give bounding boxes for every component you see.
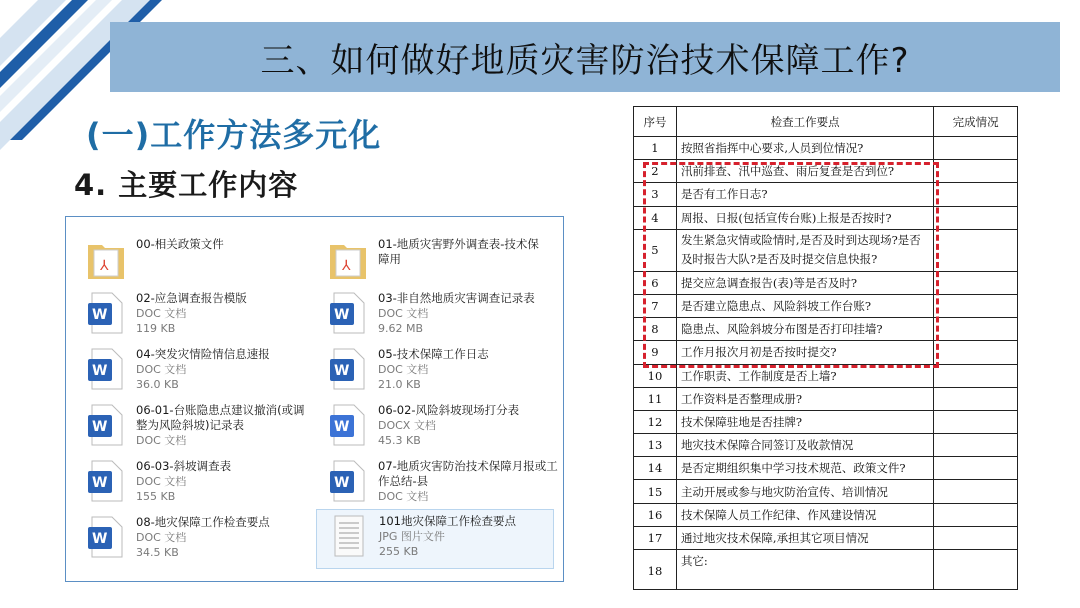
pdf-folder-icon <box>328 237 368 281</box>
row-number: 11 <box>634 387 677 410</box>
pdf-folder-icon <box>86 237 126 281</box>
row-item: 隐患点、风险斜坡分布图是否打印挂墙? <box>676 318 933 341</box>
row-status <box>934 410 1018 433</box>
file-name: 05-技术保障工作日志 <box>378 347 489 361</box>
file-explorer-panel <box>65 216 564 582</box>
row-status <box>934 457 1018 480</box>
word-doc-icon <box>86 347 126 391</box>
file-item[interactable] <box>74 287 312 341</box>
row-number: 2 <box>634 160 677 183</box>
file-item[interactable] <box>316 233 554 287</box>
file-item[interactable] <box>316 399 554 453</box>
table-row <box>634 229 1018 271</box>
word-doc-icon <box>86 403 126 447</box>
image-thumbnail-icon <box>329 514 369 558</box>
page-title: 三、如何做好地质灾害防治技术保障工作? <box>260 40 910 81</box>
header-no: 序号 <box>634 107 677 137</box>
row-item: 其它: <box>676 550 933 590</box>
file-name: 07-地质灾害防治技术保障月报或工作总结-县 <box>378 459 558 488</box>
row-status <box>934 480 1018 503</box>
svg-text:W: W <box>334 363 350 379</box>
row-number: 9 <box>634 341 677 364</box>
file-size: 45.3 KB <box>378 434 421 447</box>
file-item[interactable] <box>74 233 312 287</box>
table-row <box>634 294 1018 317</box>
row-item: 技术保障人员工作纪律、作风建设情况 <box>676 503 933 526</box>
table-row <box>634 364 1018 387</box>
file-name: 08-地灾保障工作检查要点 <box>136 515 270 529</box>
table-row <box>634 457 1018 480</box>
row-item: 工作资料是否整理成册? <box>676 387 933 410</box>
file-type: DOC 文档 <box>378 307 429 320</box>
row-number: 15 <box>634 480 677 503</box>
file-name: 02-应急调查报告模版 <box>136 291 247 305</box>
row-number: 1 <box>634 137 677 160</box>
file-item[interactable] <box>316 343 554 397</box>
row-status <box>934 206 1018 229</box>
table-row <box>634 503 1018 526</box>
row-number: 16 <box>634 503 677 526</box>
section-heading: (一)工作方法多元化 <box>86 116 382 154</box>
row-item: 提交应急调查报告(表)等是否及时? <box>676 271 933 294</box>
file-type: DOC 文档 <box>136 475 187 488</box>
table-row <box>634 160 1018 183</box>
file-item[interactable] <box>316 287 554 341</box>
file-item[interactable] <box>74 511 312 565</box>
svg-text:W: W <box>92 419 108 435</box>
table-row <box>634 410 1018 433</box>
row-number: 4 <box>634 206 677 229</box>
file-name: 00-相关政策文件 <box>136 237 224 251</box>
svg-text:W: W <box>92 363 108 379</box>
table-row <box>634 387 1018 410</box>
row-item: 地灾技术保障合同签订及收款情况 <box>676 434 933 457</box>
file-name: 06-02-风险斜坡现场打分表 <box>378 403 520 417</box>
file-item[interactable] <box>74 343 312 397</box>
table-row <box>634 183 1018 206</box>
row-item: 汛前排查、汛中巡查、雨后复查是否到位? <box>676 160 933 183</box>
word-docx-icon <box>328 403 368 447</box>
row-number: 3 <box>634 183 677 206</box>
row-status <box>934 341 1018 364</box>
word-doc-icon <box>328 459 368 503</box>
file-type: DOC 文档 <box>136 363 187 376</box>
word-doc-icon <box>328 347 368 391</box>
row-status <box>934 160 1018 183</box>
row-item: 按照省指挥中心要求,人员到位情况? <box>676 137 933 160</box>
checklist-table-container <box>633 106 1018 592</box>
file-type: JPG 图片文件 <box>379 530 445 543</box>
row-item: 是否建立隐患点、风险斜坡工作台账? <box>676 294 933 317</box>
row-status <box>934 294 1018 317</box>
table-row <box>634 341 1018 364</box>
file-size: 9.62 MB <box>378 322 424 335</box>
file-type: DOC 文档 <box>378 363 429 376</box>
word-doc-icon <box>86 515 126 559</box>
row-status <box>934 271 1018 294</box>
row-number: 7 <box>634 294 677 317</box>
row-number: 10 <box>634 364 677 387</box>
row-status <box>934 229 1018 271</box>
file-size: 36.0 KB <box>136 378 179 391</box>
file-type: DOC 文档 <box>378 490 429 503</box>
row-number: 14 <box>634 457 677 480</box>
row-status <box>934 434 1018 457</box>
table-row <box>634 480 1018 503</box>
row-status <box>934 183 1018 206</box>
file-size: 119 KB <box>136 322 176 335</box>
file-item-selected[interactable] <box>316 509 554 569</box>
svg-text:W: W <box>334 475 350 491</box>
row-number: 6 <box>634 271 677 294</box>
file-item[interactable] <box>316 455 558 509</box>
table-header-row <box>634 107 1018 137</box>
row-number: 17 <box>634 526 677 549</box>
file-type: DOC 文档 <box>136 434 187 447</box>
row-item: 周报、日报(包括宣传台账)上报是否按时? <box>676 206 933 229</box>
row-item: 是否定期组织集中学习技术规范、政策文件? <box>676 457 933 480</box>
checklist-table <box>633 106 1018 590</box>
row-item: 通过地灾技术保障,承担其它项目情况 <box>676 526 933 549</box>
file-name: 06-03-斜坡调查表 <box>136 459 232 473</box>
row-number: 5 <box>634 229 677 271</box>
row-number: 8 <box>634 318 677 341</box>
title-banner <box>110 22 1060 92</box>
row-status <box>934 364 1018 387</box>
row-number: 13 <box>634 434 677 457</box>
word-doc-icon <box>86 459 126 503</box>
table-row <box>634 137 1018 160</box>
row-status <box>934 318 1018 341</box>
table-row <box>634 550 1018 590</box>
row-item: 工作职责、工作制度是否上墙? <box>676 364 933 387</box>
header-item: 检查工作要点 <box>676 107 933 137</box>
svg-text:W: W <box>92 531 108 547</box>
subsection-heading: 4. 主要工作内容 <box>74 168 299 202</box>
row-number: 12 <box>634 410 677 433</box>
svg-text:⅄: ⅄ <box>100 258 109 274</box>
file-size: 21.0 KB <box>378 378 421 391</box>
file-name: 101地灾保障工作检查要点 <box>379 514 516 528</box>
word-doc-icon <box>86 291 126 335</box>
file-item[interactable] <box>74 399 312 453</box>
word-doc-icon <box>328 291 368 335</box>
svg-text:W: W <box>92 307 108 323</box>
row-item: 是否有工作日志? <box>676 183 933 206</box>
svg-text:W: W <box>334 307 350 323</box>
row-number: 18 <box>634 550 677 590</box>
row-item: 技术保障驻地是否挂牌? <box>676 410 933 433</box>
file-size: 155 KB <box>136 490 176 503</box>
row-status <box>934 526 1018 549</box>
file-size: 34.5 KB <box>136 546 179 559</box>
row-item: 发生紧急灾情或险情时,是否及时到达现场?是否及时报告大队?是否及时提交信息快报? <box>676 229 933 271</box>
svg-text:⅄: ⅄ <box>342 258 351 274</box>
file-type: DOC 文档 <box>136 307 187 320</box>
table-row <box>634 318 1018 341</box>
table-row <box>634 434 1018 457</box>
file-type: DOC 文档 <box>136 531 187 544</box>
row-status <box>934 137 1018 160</box>
header-status: 完成情况 <box>934 107 1018 137</box>
file-name: 04-突发灾情险情信息速报 <box>136 347 270 361</box>
table-row <box>634 206 1018 229</box>
table-row <box>634 271 1018 294</box>
file-name: 03-非自然地质灾害调查记录表 <box>378 291 535 305</box>
file-name: 01-地质灾害野外调查表-技术保障用 <box>378 237 539 266</box>
file-size: 255 KB <box>379 545 419 558</box>
table-row <box>634 526 1018 549</box>
file-item[interactable] <box>74 455 312 509</box>
row-status <box>934 387 1018 410</box>
row-item: 工作月报次月初是否按时提交? <box>676 341 933 364</box>
file-name: 06-01-台账隐患点建议撤消(或调整为风险斜坡)记录表 <box>136 403 305 432</box>
row-item: 主动开展或参与地灾防治宣传、培训情况 <box>676 480 933 503</box>
svg-text:W: W <box>92 475 108 491</box>
row-status <box>934 503 1018 526</box>
svg-text:W: W <box>334 419 350 435</box>
file-type: DOCX 文档 <box>378 419 436 432</box>
row-status <box>934 550 1018 590</box>
